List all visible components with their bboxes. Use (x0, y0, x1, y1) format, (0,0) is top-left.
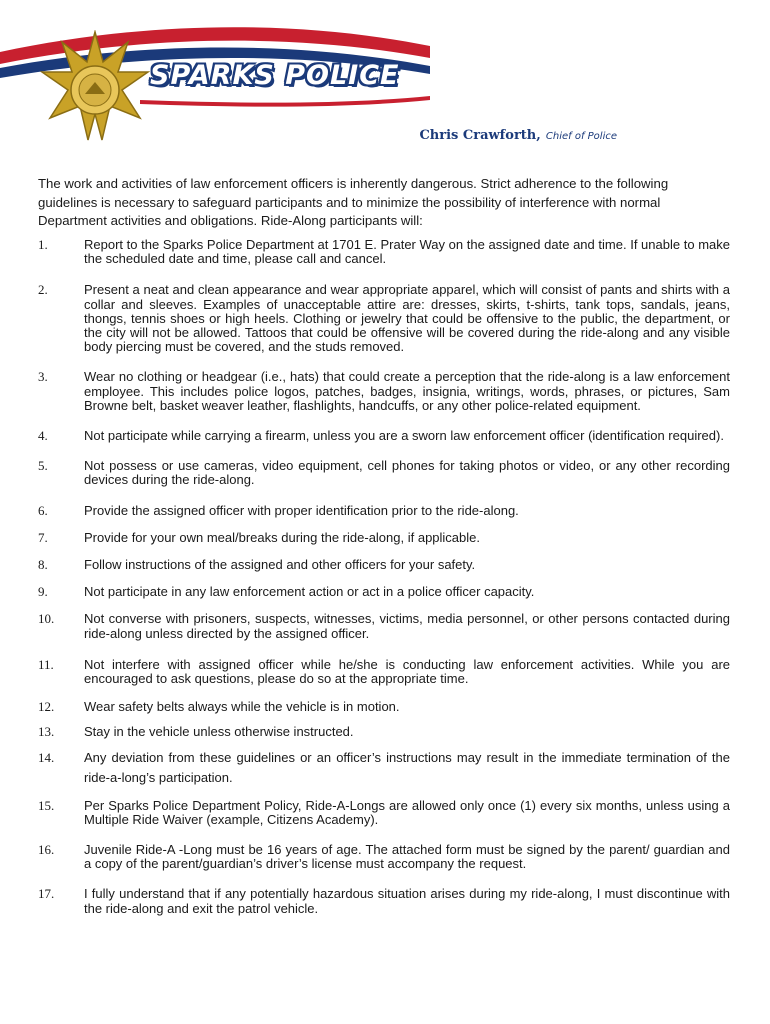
item-number: 11. (38, 656, 54, 672)
list-item (38, 612, 730, 640)
list-item (38, 370, 730, 413)
item-number: 6. (38, 502, 48, 518)
list-item (38, 700, 730, 714)
item-text: Wear no clothing or headgear (i.e., hats) that could create a perception that the ride-along is a law enforcement employee. This includes police logos, patches, badges, insignia, writings, words, phrases, or pictures, Sam Browne belt, basket weaver leather, flashlights, handcuffs, or any other police-related equipment. (84, 369, 730, 413)
item-text: Not participate in any law enforcement action or act in a police officer capacity. (84, 584, 535, 600)
list-item (38, 725, 730, 739)
list-item (38, 558, 730, 572)
item-text: Juvenile Ride-A -Long must be 16 years of age. The attached form must be signed by the parent/ guardian and a copy of the parent/guardian’s driver’s license must accompany the request. (84, 842, 730, 872)
chief-signature-line (419, 124, 617, 143)
letterhead (0, 0, 770, 150)
item-number: 1. (38, 237, 48, 252)
rules-list (38, 238, 730, 916)
list-item (38, 504, 730, 518)
item-text: Per Sparks Police Department Policy, Ride-A-Longs are allowed only once (1) every six months, unless using a Multiple Ride Waiver (example, Citizens Academy). (84, 797, 730, 827)
item-number: 5. (38, 458, 48, 474)
item-number: 10. (38, 611, 55, 627)
list-item (38, 887, 730, 915)
list-item (38, 429, 730, 443)
item-number: 3. (38, 369, 48, 385)
police-star-badge-icon (40, 30, 150, 150)
list-item (38, 658, 730, 686)
item-number: 17. (38, 886, 55, 902)
intro-paragraph: The work and activities of law enforcement officers is inherently dangerous. Strict adherence to the following guidelines is necessary to safeguard participants and to minimize the possibility of interference with normal Department activities and obligations. Ride-Along participants will: (38, 176, 669, 228)
item-text: Provide for your own meal/breaks during the ride-along, if applicable. (84, 529, 480, 545)
item-number: 16. (38, 842, 55, 858)
list-item (38, 843, 730, 871)
item-text: Stay in the vehicle unless otherwise instructed. (84, 724, 354, 740)
item-number: 14. (38, 749, 55, 765)
list-item (38, 283, 730, 354)
item-text: Wear safety belts always while the vehicle is in motion. (84, 699, 400, 715)
list-item (38, 585, 730, 599)
item-text: Not interfere with assigned officer while he/she is conducting law enforcement activities. While you are encouraged to ask questions, please do so at the appropriate time. (84, 656, 730, 687)
list-item (38, 748, 730, 788)
list-item (38, 459, 730, 487)
list-item (38, 238, 730, 266)
item-number: 12. (38, 699, 55, 715)
chief-title: Chief of Police (545, 131, 617, 142)
item-text: Report to the Sparks Police Department at 1701 E. Prater Way on the assigned date and time. If unable to make the scheduled date and time, please call and cancel. (84, 237, 730, 267)
item-number: 2. (38, 282, 48, 298)
item-text: Not participate while carrying a firearm, unless you are a sworn law enforcement officer (identification required). (84, 428, 724, 444)
item-number: 7. (38, 529, 48, 545)
item-text: Not possess or use cameras, video equipment, cell phones for taking photos or video, or any other recording devices during the ride-along. (84, 458, 730, 488)
item-text: Any deviation from these guidelines or an officer’s instructions may result in the immediate termination of the ride-a-long’s participation. (84, 749, 730, 785)
item-text: Present a neat and clean appearance and wear appropriate apparel, which will consist of pants and shirts with a collar and sleeves. Examples of unacceptable attire are: dresses, skirts, t-shirts, tank tops, sandals, jeans, thongs, tennis shoes or high heels. Clothing or jewelry that could be offensive to the public, the department, or the city will not be allowed. Tattoos that could be offensive will be covered during the ride-along and any visible body piercing must be covered, and the studs removed. (84, 282, 730, 355)
brand-title: SPARKS POLICE (150, 60, 400, 91)
chief-name: Chris Crawforth, (419, 128, 541, 143)
item-text: Not converse with prisoners, suspects, witnesses, victims, media personnel, or other persons contacted during ride-along unless directed by the assigned officer. (84, 611, 730, 641)
item-number: 8. (38, 557, 48, 573)
list-item (38, 531, 730, 545)
item-number: 4. (38, 428, 48, 444)
item-text: Follow instructions of the assigned and other officers for your safety. (84, 557, 476, 573)
item-number: 9. (38, 584, 48, 600)
item-text: I fully understand that if any potentially hazardous situation arises during my ride-along, I must discontinue with the ride-along and exit the patrol vehicle. (84, 886, 730, 916)
item-text: Provide the assigned officer with proper identification prior to the ride-along. (84, 502, 519, 518)
list-item (38, 799, 730, 827)
item-number: 15. (38, 797, 55, 813)
item-number: 13. (38, 724, 55, 740)
